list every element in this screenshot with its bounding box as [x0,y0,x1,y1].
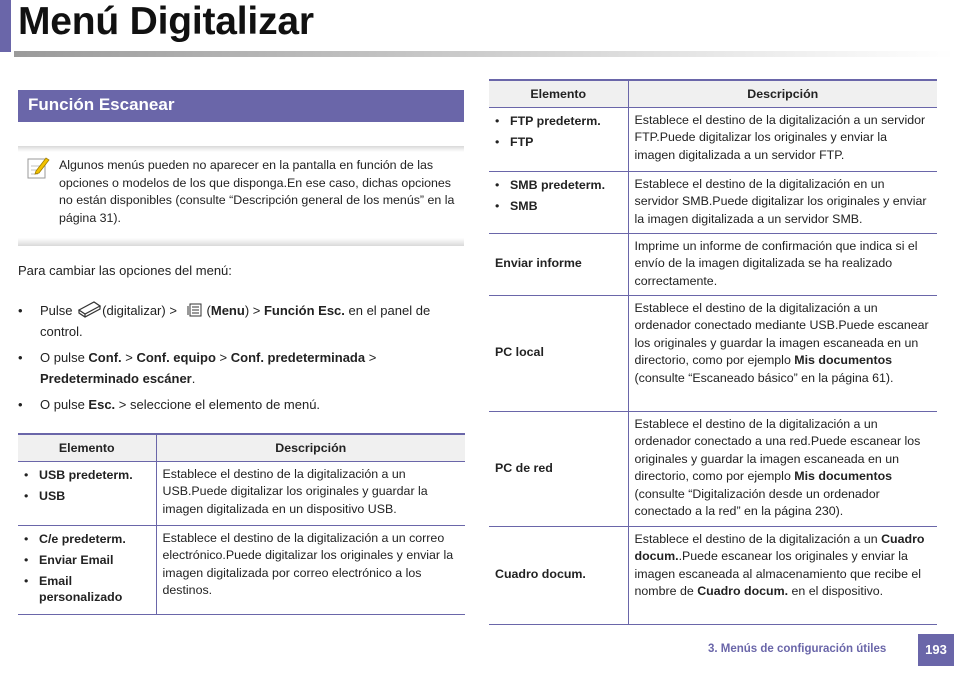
table-row [489,171,937,233]
footer-chapter-label: 3. Menús de configuración útiles [708,643,887,655]
item-cell [18,525,156,614]
column-header-item: Elemento [18,434,156,461]
list-item: • SMB [495,198,622,214]
section-heading: Función Escanear [18,90,464,122]
table-row [489,107,937,171]
page-title: Menú Digitalizar [18,0,314,43]
menu-icon [187,303,203,317]
table-row [18,525,465,614]
item-cell: Enviar informe [489,233,628,295]
column-header-description: Descripción [628,80,937,107]
item-cell [18,461,156,525]
list-item: • Enviar Email [24,552,150,568]
intro-text: Para cambiar las opciones del menú: [18,263,232,278]
table-row [489,233,937,295]
list-item: • FTP [495,134,622,150]
scan-icon [76,300,102,318]
item-cell: PC local [489,295,628,411]
list-item: • USB [24,488,150,504]
page-number: 193 [918,634,954,666]
column-header-item: Elemento [489,80,628,107]
table-row [489,411,937,526]
description-cell: Establece el destino de la digitalización a un Cuadro docum..Puede escanear los originales y enviar la imagen escaneada al almacenamiento que recibe el nombre de Cuadro docum. en el dispositivo. [628,526,937,624]
scan-options-table-left [18,433,465,615]
description-cell: Establece el destino de la digitalización a un servidor FTP.Puede digitalizar los originales y enviar la imagen digitalizada a un servidor FTP. [628,107,937,171]
item-cell: Cuadro docum. [489,526,628,624]
description-cell: Establece el destino de la digitalización a un correo electrónico.Puede digitalizar los originales y enviar la imagen digitalizada por correo electrónico a los destinos. [156,525,465,614]
table-row [489,295,937,411]
header-accent-bar [0,0,11,52]
note-box [18,146,464,246]
column-header-description: Descripción [156,434,465,461]
step-2: • O pulse Conf. > Conf. equipo > Conf. predeterminada > Predeterminado escáner. [18,347,464,389]
item-cell: PC de red [489,411,628,526]
note-pencil-icon [26,156,50,180]
table-header-row [489,80,937,107]
list-item: • SMB predeterm. [495,177,622,193]
list-item: • Email personalizado [24,573,150,605]
scan-options-table-right [489,79,937,625]
step-1: • Pulse (digitalizar) > (Menu) > Función Esc. en el panel de control. [18,300,464,342]
step-3: • O pulse Esc. > seleccione el elemento de menú. [18,394,464,415]
table-row [18,461,465,525]
list-item: • FTP predeterm. [495,113,622,129]
description-cell: Establece el destino de la digitalización a un USB.Puede digitalizar los originales y guardar la imagen digitalizada en un dispositivo USB. [156,461,465,525]
list-item: • C/e predeterm. [24,531,150,547]
list-item: • USB predeterm. [24,467,150,483]
description-cell: Establece el destino de la digitalización a un ordenador conectado mediante USB.Puede escanear los originales y guardar la imagen escaneada en un directorio, como por ejemplo Mis documentos (consulte “Escaneado básico” en la página 61). [628,295,937,411]
item-cell [489,107,628,171]
step-list [18,300,464,420]
note-text: Algunos menús pueden no aparecer en la pantalla en función de las opciones o modelos de los que disponga.En ese caso, dichas opciones no están disponibles (consulte “Descripción general de los menús” en la página 31). [59,158,455,225]
table-row [489,526,937,624]
description-cell: Establece el destino de la digitalización a un ordenador conectado a una red.Puede escanear los originales y guardar la imagen escaneada en un directorio, como por ejemplo Mis documentos (consulte “Digitalización desde un ordenador conectado a la red” en la página 230). [628,411,937,526]
title-divider [14,51,954,57]
table-header-row [18,434,465,461]
item-cell [489,171,628,233]
description-cell: Establece el destino de la digitalización en un servidor SMB.Puede digitalizar los originales y enviar la imagen digitalizada a un servidor SMB. [628,171,937,233]
description-cell: Imprime un informe de confirmación que indica si el envío de la imagen digitalizada se ha realizado correctamente. [628,233,937,295]
